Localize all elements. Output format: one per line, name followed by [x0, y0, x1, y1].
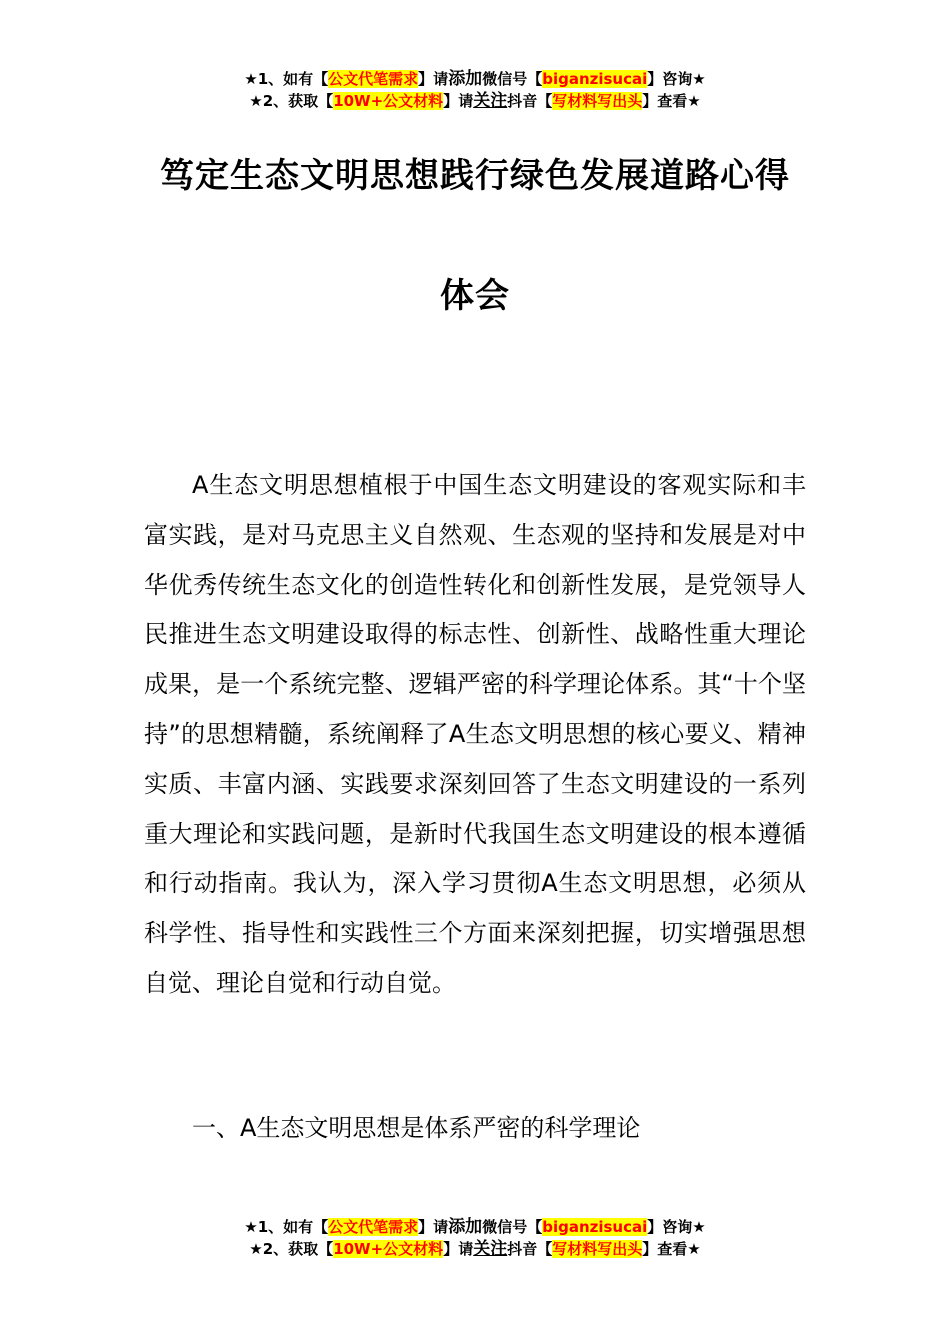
promo-line-1	[0, 1216, 950, 1238]
promo-text: 】查看★	[642, 1240, 701, 1258]
promo-line-2	[0, 90, 950, 112]
section-heading: 一、A生态文明思想是体系严密的科学理论	[192, 1114, 641, 1142]
promo-text: ★2、获取【	[249, 1240, 334, 1258]
promo-text: 】请	[418, 1218, 449, 1236]
promo-emphasis: 添加	[448, 1217, 483, 1237]
promo-highlight-materials: 10W+公文材料	[333, 1240, 444, 1258]
body-paragraph: A生态文明思想植根于中国生态文明建设的客观实际和丰富实践，是对马克思主义自然观、生态观的坚持和发展是对中华优秀传统生态文化的创造性转化和创新性发展，是党领导人民推进生态文明建设取得的标志性、创新性、战略性重大理论成果，是一个系统完整、逻辑严密的科学理论体系。其“十个坚持”的思想精髓，系统阐释了A生态文明思想的核心要义、精神实质、丰富内涵、实践要求深刻回答了生态文明建设的一系列重大理论和实践问题，是新时代我国生态文明建设的根本遵循和行动指南。我认为，深入学习贯彻A生态文明思想，必须从科学性、指导性和实践性三个方面来深刻把握，切实增强思想自觉、理论自觉和行动自觉。	[144, 471, 806, 997]
promo-text: ★1、如有【	[244, 70, 329, 88]
promo-text: 】咨询★	[647, 1218, 706, 1236]
promo-emphasis: 添加	[448, 69, 483, 89]
promo-emphasis: 关注	[473, 1239, 508, 1259]
promo-text: ★2、获取【	[249, 92, 334, 110]
promo-highlight-service: 公文代笔需求	[328, 1218, 419, 1236]
promo-text: 抖音【	[507, 1240, 553, 1258]
promo-line-1	[0, 68, 950, 90]
promo-text: 】请	[418, 70, 449, 88]
promo-highlight-douyin: 写材料写出头	[552, 1240, 643, 1258]
promo-highlight-wechat-id: biganzisucai	[542, 70, 648, 88]
promo-text: ★1、如有【	[244, 1218, 329, 1236]
promo-text: 微信号【	[482, 1218, 543, 1236]
promo-text: 】查看★	[642, 92, 701, 110]
promo-highlight-douyin: 写材料写出头	[552, 92, 643, 110]
promo-text: 】请	[443, 92, 474, 110]
promo-text: 】请	[443, 1240, 474, 1258]
promo-highlight-wechat-id: biganzisucai	[542, 1218, 648, 1236]
promo-banner-bottom	[0, 1216, 950, 1260]
document-title-line-1: 笃定生态文明思想践行绿色发展道路心得	[160, 156, 790, 196]
promo-text: 】咨询★	[647, 70, 706, 88]
promo-highlight-service: 公文代笔需求	[328, 70, 419, 88]
document-title-line-2: 体会	[440, 276, 510, 316]
promo-highlight-materials: 10W+公文材料	[333, 92, 444, 110]
promo-line-2	[0, 1238, 950, 1260]
promo-text: 抖音【	[507, 92, 553, 110]
promo-emphasis: 关注	[473, 91, 508, 111]
promo-text: 微信号【	[482, 70, 543, 88]
promo-banner-top	[0, 68, 950, 112]
